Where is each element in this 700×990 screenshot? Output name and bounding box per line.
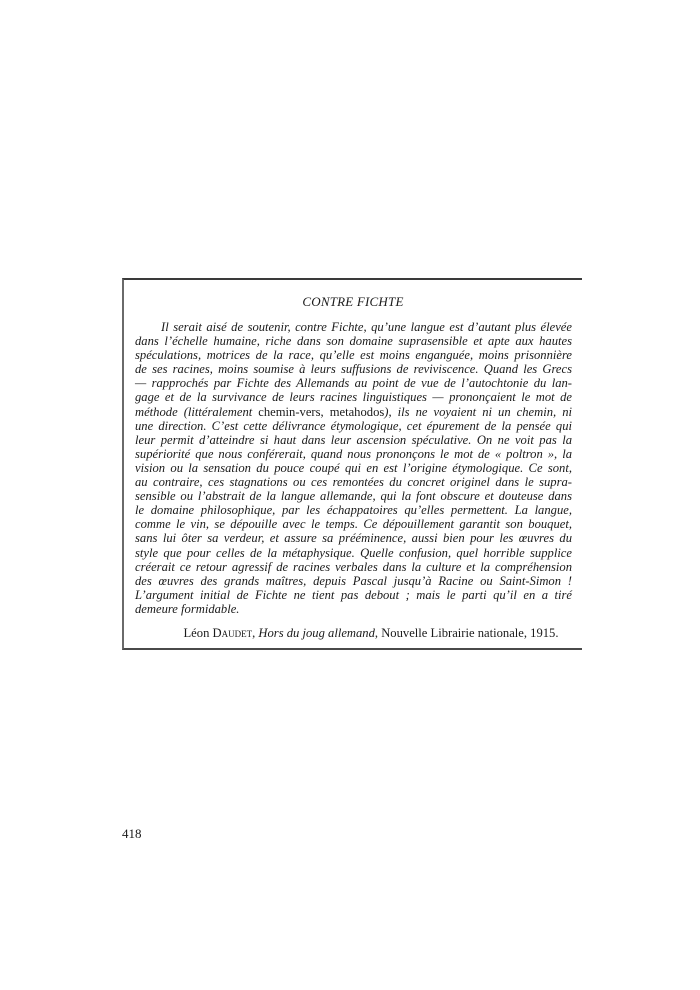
box-title: CONTRE FICHTE	[302, 294, 404, 309]
author-surname: Daudet	[212, 626, 253, 640]
text-line: comme le vin, se dépouille avec le temps. Ce dépouillement garantit son bouquet,	[135, 517, 572, 532]
text-line: sensible ou l’abstrait de la langue allemande, qui la font obscure et douteuse dans	[135, 489, 572, 504]
text-line: vision ou la sensation du pouce coupé qui en est l’origine étymologique. Ce sont,	[135, 460, 572, 475]
text-line: — rapprochés par Fichte des Allemands au point de vue de l’autochtonie du lan-	[135, 376, 572, 391]
roman-term: chemin-vers, metahodos	[258, 404, 385, 419]
text-line: des œuvres des grands maîtres, depuis Pascal jusqu’à Racine ou Saint-Simon !	[135, 573, 572, 588]
quotation-box	[122, 278, 582, 650]
text-line: demeure formidable.	[135, 601, 240, 616]
text-line: L’argument initial de Fichte ne tient pas debout ; mais le parti qu’il en a tiré	[135, 587, 572, 602]
work-title: Hors du joug allemand	[258, 626, 375, 640]
text-line: dans l’échelle humaine, riche dans son domaine suprasensible et apte aux hautes	[135, 334, 572, 349]
text-line: une direction. C’est cette délivrance étymologique, cet épurement de la pensée qui	[135, 418, 572, 433]
text-line: supériorité que nous conférerait, quand nous prononçons le mot de « poltron », la	[135, 446, 572, 461]
text-line: gage et de la survivance de leurs racines linguistiques — prononçaient le mot de	[135, 390, 572, 405]
text-line: créerait ce retour agressif de racines verbales dans la culture et la compréhension	[135, 559, 572, 574]
text-line: de ses racines, moins soumise à leurs suffusions de reviviscence. Quand les Grecs	[135, 362, 572, 377]
text-line: au contraire, ces stagnations ou ces remontées du concret originel dans le supra-	[135, 475, 572, 490]
source-citation: Léon Daudet, Hors du joug allemand, Nouvelle Librairie nationale, 1915.	[183, 626, 559, 640]
text-line: sans lui ôter sa verdeur, et assure sa prééminence, aussi bien pour les œuvres du	[135, 531, 572, 546]
text-line: Il serait aisé de soutenir, contre Fichte, qu’une langue est d’autant plus élevée	[161, 320, 572, 334]
text-line: le domaine philosophique, par les échappatoires qu’elles permettent. La langue,	[135, 503, 572, 518]
page-number: 418	[122, 826, 142, 841]
text-line: leur permit d’atteindre si haut dans leur ascension spéculative. On ne voit pas la	[135, 432, 572, 447]
quotation-body	[135, 320, 572, 616]
text-line: spéculations, motrices de la race, qu’elle est moins enganguée, moins prisonnière	[135, 348, 572, 363]
text-line: style que pour celles de la métaphysique. Quelle confusion, quel horrible supplice	[135, 545, 572, 560]
text-line: méthode (littéralement chemin-vers, metahodos), ils ne voyaient ni un chemin, ni	[135, 404, 572, 419]
